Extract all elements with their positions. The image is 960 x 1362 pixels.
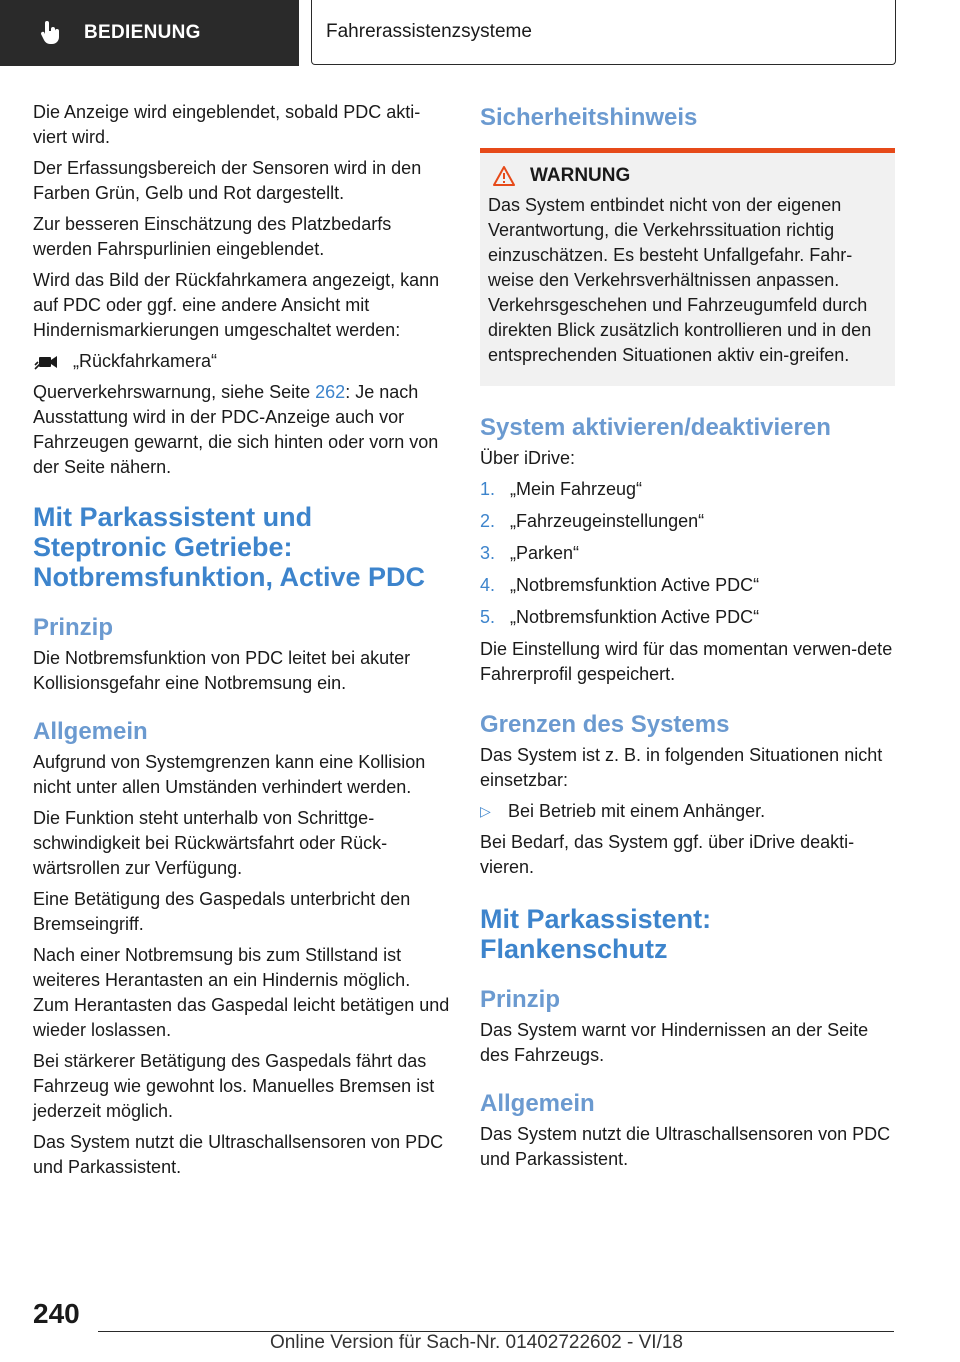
- safety-heading: Sicherheitshinweis: [480, 104, 698, 131]
- paragraph: Die Anzeige wird eingeblendet, sobald PDC akti-viert wird.: [33, 102, 421, 147]
- paragraph: Die Notbremsfunktion von PDC leitet bei akuter Kollisionsgefahr eine Notbremsung ein.: [33, 648, 411, 693]
- warning-box: [480, 153, 895, 386]
- page-link[interactable]: 262: [315, 382, 346, 402]
- text: : Je nach Ausstattung wird in der PDC-Anzeige auch vor Fahrzeugen gewarnt, die sich hinten oder vorn von der Seite nähern.: [33, 382, 439, 477]
- subheading-activate: System aktivieren/deaktivieren: [480, 414, 831, 441]
- list-item: [480, 573, 895, 598]
- paragraph: Bei Bedarf, das System ggf. über iDrive deakti-vieren.: [480, 832, 855, 877]
- step-text: „Notbremsfunktion Active PDC“: [510, 575, 760, 595]
- step-number: 2.: [480, 511, 496, 531]
- chapter-tab: [311, 0, 896, 65]
- warning-icon: [492, 165, 516, 187]
- paragraph: Die Funktion steht unterhalb von Schrittge-schwindigkeit bei Rückwärtsfahrt oder Rück-wärtsrollen zur Verfügung.: [33, 808, 388, 878]
- camera-option: [33, 349, 451, 374]
- step-number: 5.: [480, 607, 496, 627]
- list-item: [480, 799, 895, 824]
- list-item: [480, 541, 895, 566]
- paragraph: Über iDrive:: [480, 448, 576, 468]
- subheading-prinzip: Prinzip: [480, 986, 561, 1013]
- section-label: BEDIENUNG: [84, 22, 201, 43]
- subheading-limits: Grenzen des Systems: [480, 711, 730, 738]
- step-text: „Notbremsfunktion Active PDC“: [510, 607, 760, 627]
- paragraph: Die Einstellung wird für das momentan verwen-dete Fahrerprofil gespeichert.: [480, 639, 893, 684]
- subheading-allgemein: Allgemein: [480, 1090, 595, 1117]
- step-number: 4.: [480, 575, 496, 595]
- step-number: 3.: [480, 543, 496, 563]
- paragraph: Das System nutzt die Ultraschallsensoren von PDC und Parkassistent.: [33, 1132, 444, 1177]
- section-heading: Mit Parkassistent: Flankenschutz: [480, 904, 712, 964]
- paragraph: Aufgrund von Systemgrenzen kann eine Kollision nicht unter allen Umständen verhindert werden.: [33, 752, 426, 797]
- paragraph: Das System warnt vor Hindernissen an der Seite des Fahrzeugs.: [480, 1020, 869, 1065]
- paragraph: Das System ist z. B. in folgenden Situationen nicht einsetzbar:: [480, 745, 883, 790]
- paragraph: Zur besseren Einschätzung des Platzbedarfs werden Fahrspurlinien eingeblendet.: [33, 214, 392, 259]
- paragraph: Eine Betätigung des Gaspedals unterbricht den Bremseingriff.: [33, 889, 411, 934]
- step-text: „Mein Fahrzeug“: [510, 479, 643, 499]
- list-item: [480, 477, 895, 502]
- step-text: „Fahrzeugeinstellungen“: [510, 511, 705, 531]
- subheading-allgemein: Allgemein: [33, 718, 148, 745]
- step-text: „Parken“: [510, 543, 580, 563]
- left-column: [33, 100, 451, 1186]
- list-item: [480, 605, 895, 630]
- warning-label: WARNUNG: [530, 165, 631, 186]
- section-heading: Mit Parkassistent und Steptronic Getriebe: Notbremsfunktion, Active PDC: [33, 502, 426, 592]
- bullet-text: Bei Betrieb mit einem Anhänger.: [508, 801, 766, 821]
- camera-option-label: „Rückfahrkamera“: [73, 351, 218, 371]
- step-number: 1.: [480, 479, 496, 499]
- subheading-prinzip: Prinzip: [33, 614, 114, 641]
- hand-pointer-icon: [40, 21, 62, 45]
- paragraph: [33, 380, 451, 480]
- paragraph: Wird das Bild der Rückfahrkamera angezeigt, kann auf PDC oder ggf. eine andere Ansicht mit Hindernismarkierungen umgeschaltet werden:: [33, 270, 440, 340]
- triangle-bullet-icon: ▷: [480, 803, 491, 819]
- warning-header: [492, 165, 887, 187]
- warning-text: Das System entbindet nicht von der eigenen Verantwortung, die Verkehrssituation richtig einzuschätzen. Es besteht Unfallgefahr. Fahr-weise den Verkehrsverhältnissen anpassen. Verkehrsgeschehen und Fahrzeugumfeld durch direkten Blick zusätzlich kontrollieren und in den entsprechenden Situationen aktiv ein-greifen.: [488, 195, 872, 365]
- footer-text: Online Version für Sach-Nr. 01402722602 - VI/18: [270, 1332, 683, 1353]
- paragraph: Nach einer Notbremsung bis zum Stillstand ist weiteres Herantasten an ein Hindernis möglich. Zum Herantasten das Gaspedal leicht betätigen und wieder loslassen.: [33, 945, 450, 1040]
- steps-list: [480, 477, 895, 630]
- rear-camera-icon: [33, 351, 61, 373]
- paragraph: Das System nutzt die Ultraschallsensoren von PDC und Parkassistent.: [480, 1124, 891, 1169]
- text: Querverkehrswarnung, siehe Seite: [33, 382, 316, 402]
- section-tab: [0, 0, 299, 66]
- chapter-label: Fahrerassistenzsysteme: [326, 21, 532, 42]
- list-item: [480, 509, 895, 534]
- right-column: [480, 100, 895, 1178]
- limits-list: [480, 799, 895, 824]
- paragraph: Bei stärkerer Betätigung des Gaspedals fährt das Fahrzeug wie gewohnt los. Manuelles Bremsen ist jederzeit möglich.: [33, 1051, 435, 1121]
- page-number: 240: [33, 1298, 80, 1329]
- paragraph: Der Erfassungsbereich der Sensoren wird in den Farben Grün, Gelb und Rot dargestellt.: [33, 158, 422, 203]
